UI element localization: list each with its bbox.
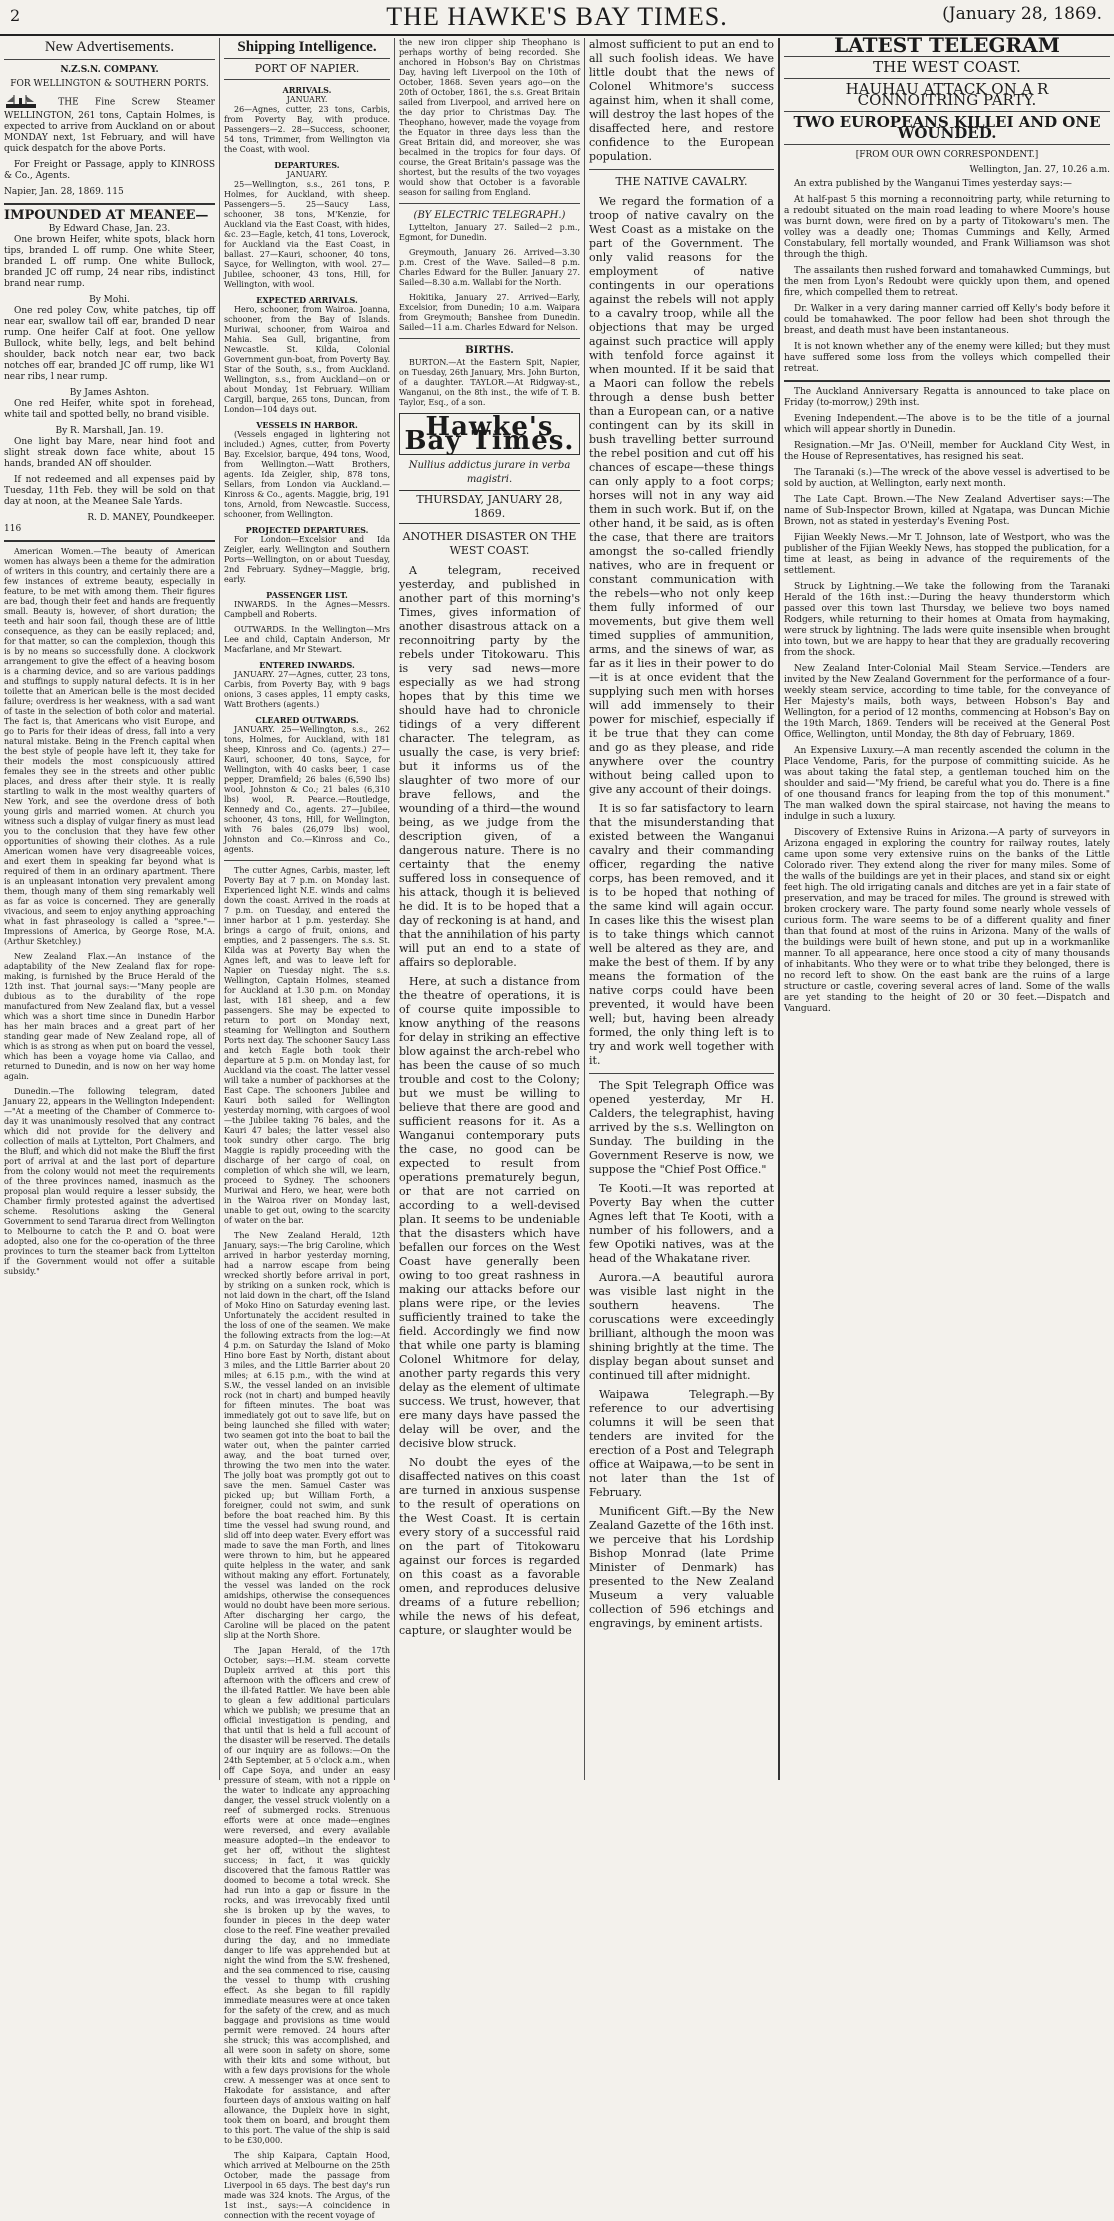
entered-title: ENTERED INWARDS. xyxy=(259,660,355,670)
regatta-item: The Auckland Anniversary Regatta is announced to take place on Friday (to-morrow,) 29th inst. xyxy=(784,387,1110,408)
entered-list: JANUARY. 27—Agnes, cutter, 23 tons, Carbis, from Poverty Bay, with 9 bags onions, 3 cases apples, 11 empty casks, Watt Brothers (agents.) xyxy=(224,670,390,709)
editorial-paragraph-3: No doubt the eyes of the disaffected natives on this coast are turned in anxious suspense to the result of operations on the West Coast. It is certain every story of a successful raid on the part of Titokowaru against our forces is regarded on this coast as a favorable omen, and reproduces delusive dreams of a future rebellion; while the news of his defeat, capture, or slaughter would be xyxy=(399,1456,580,1637)
steamship-icon xyxy=(4,93,38,111)
issue-date: (January 28, 1869. xyxy=(942,4,1102,24)
greymouth-telegram: Greymouth, January 26. Arrived—3.30 p.m. Crest of the Wave. Sailed—8 p.m. Charles Edward for the Buller. January 27. Sailed—8.30 a.m. Wallabi for the North. xyxy=(399,248,580,287)
expected-list: Hero, schooner, from Wairoa. Joanna, schooner, from the Bay of Islands. Muriwai, schooner, from Wairoa and Mahia. Sea Gull, brigantine, from Newcastle. St. Kilda, Colonial Government gun-boat, from Poverty Bay. Star of the South, s.s., from Auckland. Wellington, s.s., from Auckland—on or about Monday, 1st February. William Cargill, barque, 265 tons, Duncan, from London—104 days out. xyxy=(224,305,390,414)
taranaki-item: The Taranaki (s.)—The wreck of the above vessel is advertised to be sold by auction, at Wellington, early next month. xyxy=(784,468,1110,489)
page-number: 2 xyxy=(10,6,21,25)
hokitika-telegram: Hokitika, January 27. Arrived—Early, Excelsior, from Dunedin; 10 a.m. Waipara from Greymouth; Banshee from Dunedin. Sailed—11 a.m. Charles Edward for Nelson. xyxy=(399,293,580,332)
paper-motto: Nullius addictus jurare in verba magistri. xyxy=(408,460,571,485)
editorial-paragraph-1: A telegram, received yesterday, and published in another part of this morning's Times, gives information of another disastrous attack on a reconnoitring party by the rebels under Titokowaru. This is very sad news—more especially as we had strong hopes that by this time we should have had to chronicle tidings of a very different character. The telegram, as usually the case, is very brief: but it informs us of the slaughter of two more of our brave fellows, and the wounding of a third—the wound being, as we judge from the description given, of a dangerous nature. There is no certainty that the enemy suffered loss in consequence of his attack, though it is believed he did. It is to be hoped that a day of reckoning is at hand, and that the annihilation of his party will put an end to a state of affairs so deplorable. xyxy=(399,564,580,969)
correspondent-label: [FROM OUR OWN CORRESPONDENT.] xyxy=(855,150,1039,160)
editorial-title: ANOTHER DISASTER ON THE WEST COAST. xyxy=(402,530,577,557)
telegraph-heading: (BY ELECTRIC TELEGRAPH.) xyxy=(413,210,566,221)
departures-title: DEPARTURES. xyxy=(274,160,340,170)
editorial-continued: almost sufficient to put an end to all such foolish ideas. We have little doubt that the news of Colonel Whitmore's success against him, when it shall come, will destroy the last hopes of the disaffected here, and restore confidence to the European population. xyxy=(589,38,774,163)
munificent-gift-item: Munificent Gift.—By the New Zealand Gazette of the 16th inst. we perceive that his Lordship Bishop Monrad (late Prime Minister of Denmark) has presented to the New Zealand Museum a very valuable collection of 596 etchings and engravings, by eminent artists. xyxy=(589,1505,774,1630)
native-cavalry-title: THE NATIVE CAVALRY. xyxy=(615,175,748,188)
impounded-by-1: By Edward Chase, Jan. 23. xyxy=(48,224,171,234)
column-advertisements xyxy=(0,38,220,1780)
nzsn-footer: Napier, Jan. 28, 1869. 115 xyxy=(4,187,124,197)
intercolonial-mail-item: New Zealand Inter-Colonial Mail Steam Service.—Tenders are invited by the New Zealand Government for the performance of a four-weekly steam service, according to time table, for the conveyance of Her Majesty's mails, both ways, between Hobson's Bay and Wellington, for a period of 12 months, commencing at Hobson's Bay on the 19th March, 1869. Tenders will be received at the General Post Office, Wellington, until Monday, the 8th day of February, 1869. xyxy=(784,664,1110,740)
births-list: BURTON.—At the Eastern Spit, Napier, on Tuesday, 26th January, Mrs. John Burton, of a daughter. TAYLOR.—At Ridgway-st., Wanganui, on the 8th inst., the wife of T. B. Taylor, Esq., of a son. xyxy=(399,358,580,407)
departures-list: 25—Wellington, s.s., 261 tons, P. Holmes, for Auckland, with sheep. Passengers—5. 25—Saucy Lass, schooner, 38 tons, M'Kenzie, for Auckland via the East Coast, with hides, &c. 23—Eagle, ketch, 41 tons, Loverock, for Auckland via the East Coast, in ballast. 27—Kauri, schooner, 40 tons, Sayce, for Wellington, with wool. 27—Jubilee, schooner, 43 tons, Hill, for Wellington, with wool. xyxy=(224,180,390,289)
waipawa-item: Waipawa Telegraph.—By reference to our advertising columns it will be seen that tenders are invited for the erection of a Post and Telegraph office at Waipawa,—to be sent in not later than the 1st of February. xyxy=(589,1388,774,1499)
column-latest-telegrams xyxy=(780,33,1114,1780)
cleared-list: JANUARY. 25—Wellington, s.s., 262 tons, Holmes, for Auckland, with 181 sheep, Kinross and Co. (agents.) 27—Kauri, schooner, 40 tons, Sayce, for Wellington, with 40 casks beer, 1 case pepper, Dramfield; 26 bales (6,590 lbs) wool, Johnston & Co.; 21 bales (6,310 lbs) wool, R. Pearce.—Routledge, Kennedy and Co., agents. 27—Jubilee, schooner, 43 tons, Hill, for Wellington, with 76 bales (26,079 lbs) wool, Johnston and Co.—Kinross and Co., agents. xyxy=(224,725,390,854)
passenger-title: PASSENGER LIST. xyxy=(266,590,348,600)
harbor-list: (Vessels engaged in lightering not included.) Agnes, cutter, from Poverty Bay. Excelsior, barque, 494 tons, Wood, from Wellington.—Watt Brothers, agents. Ida Zeigler, ship, 878 tons, Sellars, from London via Auckland.—Kinross & Co., agents. Maggie, brig, 191 tons, Arnold, from Newcastle. Success, schooner, from Wellington. xyxy=(224,430,390,519)
lyttelton-telegram: Lyttelton, January 27. Sailed—2 p.m., Egmont, for Dunedin. xyxy=(399,223,580,242)
spit-telegraph-item: The Spit Telegraph Office was opened yesterday, Mr H. Calders, the telegraphist, having arrived by the s.s. Wellington on Sunday. The building in the Government Reserve is now, we suppose the "Chief Post Office." xyxy=(589,1079,774,1176)
capt-brown-item: The Late Capt. Brown.—The New Zealand Advertiser says:—The name of Sub-Inspector Brown, killed at Ngatapa, was Duncan Michie Brown, not as stated in yesterday's Evening Post. xyxy=(784,495,1110,527)
new-advertisements-heading: New Advertisements. xyxy=(44,39,175,55)
shipping-news-1: The cutter Agnes, Carbis, master, left Poverty Bay at 7 p.m. on Monday last. Experienced light N.E. winds and calms down the coast. Arrived in the roads at 7 p.m. on Tuesday, and entered the inner harbor at 1 p.m. yesterday. She brings a cargo of fruit, onions, and empties, and 2 passengers. The s.s. St. Kilda was at Poverty Bay when the Agnes left, and was to leave left for Napier on Tuesday night. The s.s. Wellington, Captain Holmes, steamed for Auckland at 1.30 p.m. on Monday last, with 181 sheep, and a few passengers. She may be expected to return to port on Monday next, steaming for Wellington and Southern Ports next day. The schooner Saucy Lass and ketch Eagle both took their departure at 5 p.m. on Monday last, for Auckland via the coast. The latter vessel will take a number of packhorses at the East Cape. The schooners Jubilee and Kauri both sailed for Wellington yesterday morning, with cargoes of wool—the Jubilee taking 76 bales, and the Kauri 47 bales; the latter vessel also took sundry other cargo. The brig Maggie is rapidly proceeding with the discharge of her cargo of coal, on completion of which she will, we learn, proceed to Sydney. The schooners Muriwai and Hero, we hear, were both in the Wairoa river on Monday last, unable to get out, owing to the scarcity of water on the bar. xyxy=(224,866,390,1225)
telegram-paragraph-1: An extra published by the Wanganui Times yesterday says:— xyxy=(794,179,1072,189)
harbor-title: VESSELS IN HARBOR. xyxy=(256,420,358,430)
impounded-notice: If not redeemed and all expenses paid by Tuesday, 11th Feb. they will be sold on that day at noon, at the Meanee Sale Yards. xyxy=(4,475,215,507)
shipping-heading: Shipping Intelligence. xyxy=(237,39,377,55)
impounded-sign: R. D. MANEY, Poundkeeper. xyxy=(87,513,215,523)
column-editorial xyxy=(395,38,585,1780)
telegram-paragraph-5: It is not known whether any of the enemy were killed; but they must have suffered some loss from the volleys which compelled their retreat. xyxy=(784,342,1110,374)
lightning-item: Struck by Lightning.—We take the following from the Taranaki Herald of the 16th inst.:—During the heavy thunderstorm which passed over this town last Thursday, we believe two boys named Rodgers, while returning to their homes at Omata from haymaking, were struck by lightning. The lads were quite insensible when brought into town, but we are happy to hear that they are gradually recovering from the shock. xyxy=(784,582,1110,658)
expected-title: EXPECTED ARRIVALS. xyxy=(256,295,358,305)
nzsn-body: THE Fine Screw Steamer WELLINGTON, 261 tons, Captain Holmes, is expected to arrive from Auckland on or about MONDAY next, 1st February, and will have quick despatch for the above Ports. xyxy=(4,97,215,154)
shipping-news-2: The New Zealand Herald, 12th January, says:—The brig Caroline, which arrived in harbor yesterday morning, had a narrow escape from being wrecked shortly before arrival in port, by striking on a sunken rock, which is not laid down in the chart, off the Island of Moko Hino on Saturday evening last. Unfortunately the accident resulted in the loss of one of the seamen. We make the following extracts from the log:—At 4 p.m. on Saturday the Island of Moko Hino bore East by North, distant about 3 miles, and the Little Barrier about 20 miles; at 6.15 p.m., with the wind at S.W., the vessel landed on an invisible rock (not in chart) and bumped heavily for fifteen minutes. The boat was immediately got out to save life, but on being launched she filled with water; two seamen got into the boat to bail the water out, when the painter carried away, and the boat turned over, throwing the two men into the water. The jolly boat was promptly got out to save the men. Samuel Caster was picked up; but William Forth, a foreigner, could not swim, and sunk before the boat reached him. By this time the vessel had swung round, and slid off into deep water. Every effort was made to save the man Forth, and lines were thrown to him, but he appeared quite helpless in the water, and sank without making any effort. Fortunately, the vessel was landed on the rock amidships, otherwise the consequences would no doubt have been more serious. After discharging her cargo, the Caroline will be placed on the patent slip at the North Shore. xyxy=(224,1231,390,1640)
telegram-dateline: Wellington, Jan. 27, 10.26 a.m. xyxy=(969,165,1110,175)
impounded-by-2: By Mohi. xyxy=(89,295,130,305)
paper-nameplate: Hawke's Bay Times. xyxy=(399,413,580,455)
te-kooti-item: Te Kooti.—It was reported at Poverty Bay when the cutter Agnes left that Te Kooti, with a number of his followers, and a few Opotiki natives, was at the head of the Whakatane river. xyxy=(589,1182,774,1265)
cleared-title: CLEARED OUTWARDS. xyxy=(255,715,359,725)
impounded-text-4: One light bay Mare, near hind foot and slight streak down face white, about 15 hands, branded AN off shoulder. xyxy=(4,437,215,469)
impounded-text-1: One brown Heifer, white spots, black horn tips, branded L off rump. One white Steer, branded L off rump. One white Bullock, branded JC off rump, 24 near ribs, indistinct brand near rump. xyxy=(4,235,215,289)
telegram-paragraph-3: The assailants then rushed forward and tomahawked Cummings, but the men from Lyon's Redoubt were quickly upon them, and opened fire, which compelled them to retreat. xyxy=(784,266,1110,298)
impounded-num: 116 xyxy=(4,524,22,534)
editorial-date: THURSDAY, JANUARY 28, 1869. xyxy=(399,490,580,524)
evening-independent-item: Evening Independent.—The above is to be the title of a journal which will appear shortly in Dunedin. xyxy=(784,414,1110,435)
theophano-article: the new iron clipper ship Theophano is perhaps worthy of being recorded. She anchored in Hobson's Bay on Christmas Day, having left Liverpool on the 10th of October, 1868. Seven years ago—on the 20th of October, 1861, the s.s. Great Britain sailed from Liverpool, and arrived here on the day prior to Christmas Day. The Theophano, however, made the voyage from the Equator in three days less than the Great Britain did, and moreover, she was becalmed in the tropics for four days. Of course, the Great Britain's passage was the shortest, but the results of the two voyages would show that October is a favorable season for sailing from England. xyxy=(399,38,580,197)
aurora-item: Aurora.—A beautiful aurora was visible last night in the southern heavens. The coruscations were exceedingly brilliant, although the moon was shining brightly at the time. The display began about sunset and continued till after midnight. xyxy=(589,1271,774,1382)
impounded-title: IMPOUNDED AT MEANEE— xyxy=(4,208,209,223)
projected-list: For London—Excelsior and Ida Zeigler, early. Wellington and Southern Ports—Wellington, on or about Tuesday, 2nd February. Sydney—Maggie, brig, early. xyxy=(224,535,390,584)
nzsn-freight: For Freight or Passage, apply to KINROSS & Co., Agents. xyxy=(4,160,215,181)
arrivals-month: JANUARY. xyxy=(286,95,328,104)
native-cavalry-paragraph-2: It is so far satisfactory to learn that the misunderstanding that existed between the Wanganui cavalry and their commanding officer, regarding the native corps, has been removed, and it is to be hoped that nothing of the same kind will again occur. In cases like this the wisest plan is to take things which cannot well be altered as they are, and make the best of them. If by any means the formation of the native corps could have been prevented, it would have been well; but, having been already formed, the only thing left is to try and work well together with it. xyxy=(589,802,774,1067)
shipping-news-3: The Japan Herald, of the 17th October, says:—H.M. steam corvette Dupleix arrived at this port this afternoon with the officers and crew of the ill-fated Rattler. We have been able to glean a few additional particulars which we publish; we presume that an official investigation is pending, and that until that is held a full account of the disaster will be reserved. The details of our inquiry are as follows:—On the 24th September, at 5 o'clock a.m., when off Cape Soya, and under an easy pressure of steam, with not a ripple on the water to indicate any approaching danger, the vessel struck violently on a reef of submerged rocks. Strenuous efforts were at once made—engines were reversed, and every available measure adopted—in the endeavor to get her off, without the slightest success; in fact, it was quickly discovered that the famous Rattler was doomed to become a total wreck. She had run into a gap or fissure in the rocks, and was irrevocably fixed until she is broken up by the waves, to founder in pieces in the deep water close to the reef. Fine weather prevailed during the day, and no immediate danger to life was apprehended but at night the wind from the S.W. freshened, and the sea commenced to rise, causing the vessel to thump with crushing effect. As she began to fill rapidly immediate measures were at once taken for the safety of the crew, and as much baggage and provisions as time would permit were removed. 24 hours after she struck; this was accomplished, and all were soon in safety on shore, some with their kits and some without, but with a few days provisions for the whole crew. A messenger was at once sent to Hakodate for assistance, and after fourteen days of anxious waiting on half allowance, the Dupleix hove in sight, took them on board, and brought them to this port. The value of the ship is said to be £30,000. xyxy=(224,1646,390,2145)
nz-flax-article: New Zealand Flax.—An instance of the adaptability of the New Zealand flax for rope-making, is furnished by the Bruce Herald of the 12th inst. That journal says:—"Many people are dubious as to the durability of the rope manufactured from New Zealand flax, but a vessel which was a short time since in Dunedin Harbor has her main braces and a great part of her standing gear made of New Zealand rope, all of which is as strong as when put on board the vessel, which has been a voyage home via Callao, and returned to Dunedin, and is now on her way home again. xyxy=(4,952,215,1081)
american-women-article: American Women.—The beauty of American women has always been a theme for the admiration of writers in this country, and certainly there are a few instances of extreme beauty, especially in feature, to be met with among them. Their figures are bad, though their feet and hands are frequently small. Beauty is, however, of short duration; the teeth and hair soon fail, though these are of little consequence, as they can be easily replaced; and, for that matter, so can the complexion, though this is by no means so successfully done. A clockwork arrangement to give the effect of a heaving bosom is a charming device, and so are various paddings and stuffings to supply natural defects. It is in her toilette that an American belle is the most decided failure; overdress is her weakness, with a sad want of taste in the selection of both color and material. The fact is, that Americans who visit Europe, and go to Paris for their ideas of dress, fall into a very natural mistake. Being in the French capital when the best style of people have left it, they take for their models the most conspicuously attired females they see in the streets and other public places, and dress after their style. It is really startling to walk in the most wealthy quarters of New York, and see the overdone dress of both young girls and married women. At church you witness such a display of vulgar finery as must lead you to the conclusion that they have few other opportunities of showing their clothes. As a rule American women have very disagreeable voices, and exert them in speaking far beyond what is required of them in an ordinary apartment. There is an unpleasant intonation very prevalent among them, though many of them sing remarkably well as far as voice is concerned. They are generally vivacious, and seem to enjoy anything approaching what in fast phraseology is called a "spree."—Impressions of America, by George Rose, M.A. (Arthur Sketchley.) xyxy=(4,547,215,946)
impounded-by-3: By James Ashton. xyxy=(69,388,150,398)
port-of-napier: PORT OF NAPIER. xyxy=(254,62,360,75)
telegram-paragraph-4: Dr. Walker in a very daring manner carried off Kelly's body before it could be tomahawked. The poor fellow had been shot through the breast, and death must have been instantaneous. xyxy=(784,304,1110,336)
dunedin-article: Dunedin.—The following telegram, dated January 22, appears in the Wellington Independent:—"At a meeting of the Chamber of Commerce to-day it was unanimously resolved that any contract which did not provide for the delivery and collection of mails at Lyttelton, Port Chalmers, and the Bluff, and which did not make the Bluff the first port of arrival at and the last port of departure from the colony would not meet the requirements of the three provinces named, inasmuch as the proposal plan would require a lesser subsidy, the Chamber firmly protested against the advertised scheme. Resolutions asking the General Government to send Tararua direct from Wellington to Melbourne to catch the P. and O. boat were adopted, also one for the co-operation of the three provinces to turn the steamer back from Lyttelton if the Government would not offer a suitable subsidy." xyxy=(4,1087,215,1276)
impounded-text-3: One red Heifer, white spot in forehead, white tail and spotted belly, no brand visible. xyxy=(4,399,215,420)
editorial-paragraph-2: Here, at such a distance from the theatre of operations, it is of course quite impossible to know anything of the reasons for delay in striking an effective blow against the arch-rebel who has been the cause of so much trouble and cost to the Colony; but we must be willing to believe that there are good and sufficient reasons for it. As a Wanganui contemporary puts the case, no good can be expected to result from operations prematurely begun, or that are not carried on according to a well-devised plan. It seems to be undeniable that the disasters which have befallen our forces on the West Coast have generally been owing to too great rashness in making our attacks before our plans were ripe, or the levies sufficiently trained to take the field. Accordingly we find now that while one party is blaming Colonel Whitmore for delay, another party regards this very delay as the element of ultimate success. We trust, however, that ere many days have passed the delay will be over, and the decisive blow struck. xyxy=(399,975,580,1450)
arizona-ruins-item: Discovery of Extensive Ruins in Arizona.—A party of surveyors in Arizona engaged in exploring the country for railway routes, lately came upon some very extensive ruins on the banks of the Little Colorado river. They extend along the river for many miles. Some of the walls of the buildings are yet in their places, and stand six or eight feet high. The old irrigating canals and ditches are yet in a fair state of preservation, and may be traced for miles. The ground is strewed with broken crockery ware. The party found some nearly whole vessels of curious form. The ware seems to be of a different quality and finer than that found at most of the ruins in Arizona. Many of the walls of the buildings were built of hewn stone, and put up in a workmanlike manner. To all appearance, here once stood a city of many thousands of inhabitants. Who they were or to what tribe they belonged, there is no record left to show. On the east bank are the ruins of a large structure or castle, covering several acres of land. Some of the walls are yet standing to the height of 20 or 30 feet.—Dispatch and Vanguard. xyxy=(784,828,1110,1014)
arrivals-title: ARRIVALS. xyxy=(282,85,332,95)
hauhau-attack-heading: HAUHAU ATTACK ON A R CONNOITRING PARTY. xyxy=(845,80,1049,109)
departures-month: JANUARY. xyxy=(286,170,328,179)
fijian-news-item: Fijian Weekly News.—Mr T. Johnson, late of Westport, who was the publisher of the Fijian Weekly News, has stopped the publication, for a time at least, as being in advance of the requirements of the settlement. xyxy=(784,533,1110,576)
resignation-item: Resignation.—Mr Jas. O'Neill, member for Auckland City West, in the House of Representatives, has resigned his seat. xyxy=(784,441,1110,462)
impounded-by-4: By R. Marshall, Jan. 19. xyxy=(55,426,164,436)
column-editorial-continued xyxy=(585,38,780,1780)
masthead xyxy=(0,0,1114,36)
impounded-text-2: One red poley Cow, white patches, tip off near ear, swallow tail off ear, branded D near rump. One heifer Calf at foot. One yellow Bullock, white belly, legs, and belt behind shoulder, back notch near ear, two back notches off ear, branded JC off rump, like W1 near ribs, l near rump. xyxy=(4,306,215,382)
newspaper-title: THE HAWKE'S BAY TIMES. xyxy=(386,2,728,31)
casualties-heading: TWO EUROPEANS KILLEI AND ONE WOUNDED. xyxy=(793,113,1101,142)
column-shipping xyxy=(220,38,395,2220)
native-cavalry-paragraph-1: We regard the formation of a troop of native cavalry on the West Coast as a mistake on the part of the Government. The only valid reasons for the employment of native contingents in our operations against the rebels will not apply to a cavalry troop, while all the objections that may be urged against such practice will apply with tenfold force against it when mounted. If it be said that a Maori can follow the rebels through a dense bush better than a European can, or a native contingent can by its skill in bush travelling better surround the rebel position and cut off his chances of escape—these things can only apply to a foot corps; horses will not in any way aid them in such work. But if, on the other hand, it be said, as is often the case, that there are traitors amongst the so-called friendly natives, who are in frequent or constant communication with the rebels—who not only keep them fully informed of our movements, but give them well timed supplies of ammunition, arms, and the sinews of war, as far as it lies in their power to do—it is at once evident that the supplying such men with horses will add immensely to their power for mischief, especially if it be true that they can come and go as they please, and ride anywhere over the country without being called upon to give any account of their doings. xyxy=(589,195,774,796)
west-coast-heading: THE WEST COAST. xyxy=(873,58,1021,76)
nzsn-route: FOR WELLINGTON & SOUTHERN PORTS. xyxy=(10,79,209,89)
shipping-news-4: The ship Kaipara, Captain Hood, which arrived at Melbourne on the 25th October, made the passage from Liverpool in 65 days. The best day's run made was 324 knots. The Argus, of the 1st inst., says:—A coincidence in connection with the recent voyage of xyxy=(224,2151,390,2220)
nzsn-company: N.Z.S.N. COMPANY. xyxy=(60,65,159,75)
inwards-list: INWARDS. In the Agnes—Messrs. Campbell and Roberts. xyxy=(224,600,390,619)
expensive-luxury-item: An Expensive Luxury.—A man recently ascended the column in the Place Vendome, Paris, for the purpose of committing suicide. As he was about taking the fatal step, a gentleman touched him on the shoulder and said—"My friend, be careful what you do. There is a fine of one thousand francs for leaping from the top of this monument." The man walked down the spiral staircase, not having the means to indulge in such a luxury. xyxy=(784,746,1110,822)
telegram-paragraph-2: At half-past 5 this morning a reconnoitring party, while returning to a redoubt situated on the main road leading to where Moore's house was burnt down, were fired on by a party of Titokowaru's men. The volley was a deadly one; Thomas Cummings and Kelly, Armed Constabulary, fell mortally wounded, and Frank Williamson was shot through the thigh. xyxy=(784,195,1110,260)
outwards-list: OUTWARDS. In the Wellington—Mrs Lee and child, Captain Anderson, Mr Macfarlane, and Mr Stewart. xyxy=(224,625,390,654)
projected-title: PROJECTED DEPARTURES. xyxy=(245,525,369,535)
births-title: BIRTHS. xyxy=(465,345,514,356)
arrivals-list: 26—Agnes, cutter, 23 tons, Carbis, from Poverty Bay, with produce. Passengers—2. 28—Success, schooner, 54 tons, Trimmer, from Wellington via the Coast, with wool. xyxy=(224,105,390,154)
latest-telegrams-heading: LATEST TELEGRAM xyxy=(834,33,1060,57)
